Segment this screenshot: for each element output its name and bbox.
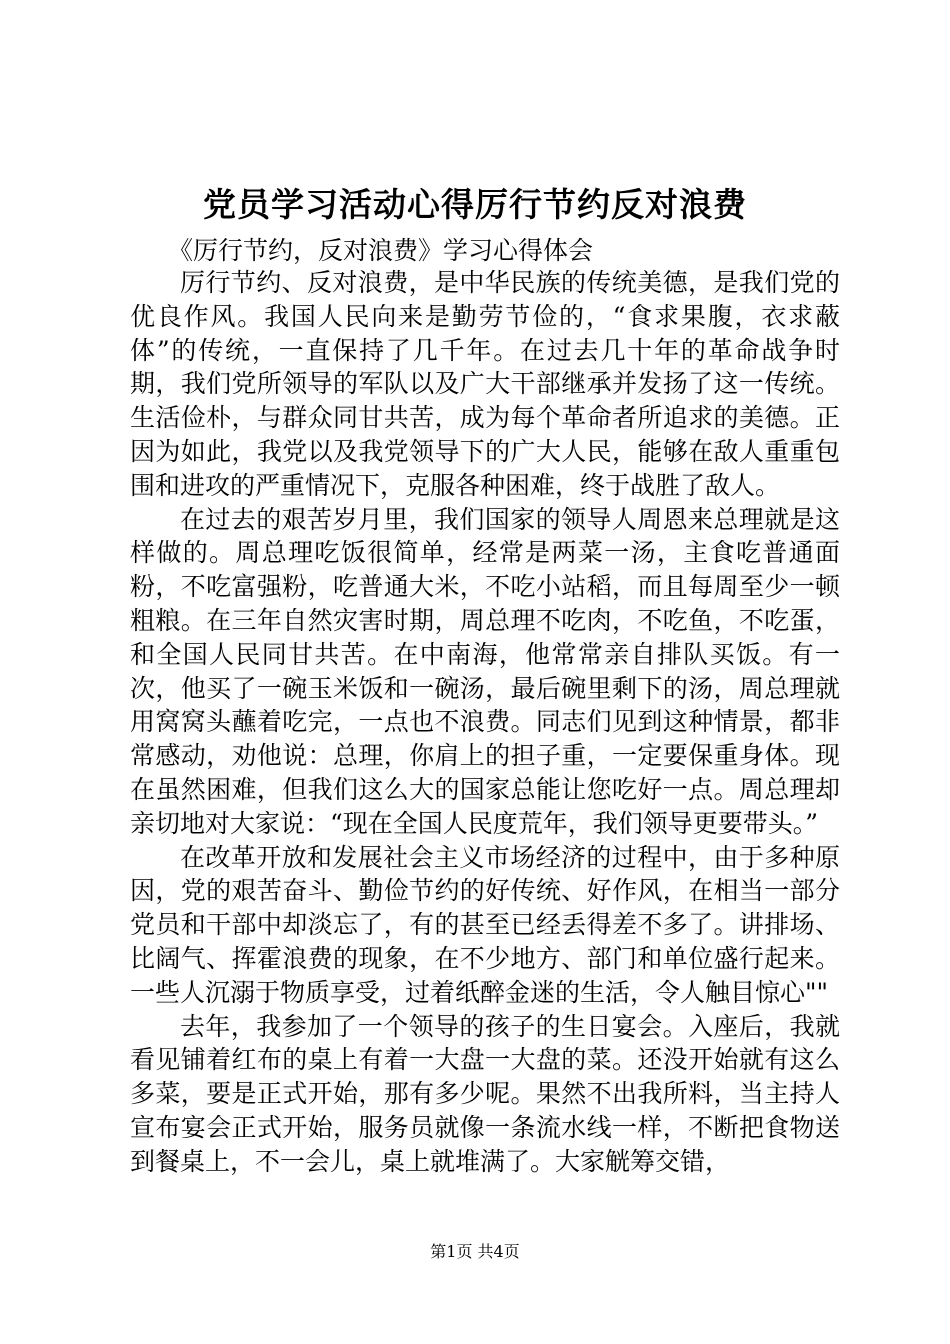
paragraph: 厉行节约、反对浪费，是中华民族的传统美德，是我们党的优良作风。我国人民向来是勤劳节俭的，“食求果腹，衣求蔽体”的传统，一直保持了几千年。在过去几十年的革命战争时期，我们党所领导的军队以及广大干部继承并发扬了这一传统。生活俭朴，与群众同甘共苦，成为每个革命者所追求的美德。正因为如此，我党以及我党领导下的广大人民，能够在敌人重重包围和进攻的严重情况下，克服各种困难，终于战胜了敌人。 [130,268,840,500]
paragraph: 去年，我参加了一个领导的孩子的生日宴会。入座后，我就看见铺着红布的桌上有着一大盘一大盘的菜。还没开始就有这么多菜，要是正式开始，那有多少呢。果然不出我所料，当主持人宣布宴会正式开始，服务员就像一条流水线一样，不断把食物送到餐桌上，不一会儿，桌上就堆满了。大家觥筹交错， [130,1011,840,1176]
page-footer: 第1页 共4页 [430,1242,520,1261]
paragraph: 在过去的艰苦岁月里，我们国家的领导人周恩来总理就是这样做的。周总理吃饭很简单，经常是两菜一汤，主食吃普通面粉，不吃富强粉，吃普通大米，不吃小站稻，而且每周至少一顿粗粮。在三年自然灾害时期，周总理不吃肉，不吃鱼，不吃蛋，和全国人民同甘共苦。在中南海，他常常亲自排队买饭。有一次，他买了一碗玉米饭和一碗汤，最后碗里剩下的汤，周总理就用窝窝头蘸着吃完，一点也不浪费。同志们见到这种情景，都非常感动，劝他说：总理，你肩上的担子重，一定要保重身体。现在虽然困难，但我们这么大的国家总能让您吃好一点。周总理却亲切地对大家说：“现在全国人民度荒年，我们领导更要带头。” [130,504,840,838]
document-title: 党员学习活动心得厉行节约反对浪费 [203,185,747,224]
document-body [130,266,840,1179]
paragraph: 在改革开放和发展社会主义市场经济的过程中，由于多种原因，党的艰苦奋斗、勤俭节约的好传统、好作风，在相当一部分党员和干部中却淡忘了，有的甚至已经丢得差不多了。讲排场、比阔气、挥霍浪费的现象，在不少地方、部门和单位盛行起来。一些人沉溺于物质享受，过着纸醉金迷的生活，令人触目惊心"" [130,842,840,1007]
document-subtitle: 《厉行节约，反对浪费》学习心得体会 [168,236,594,265]
